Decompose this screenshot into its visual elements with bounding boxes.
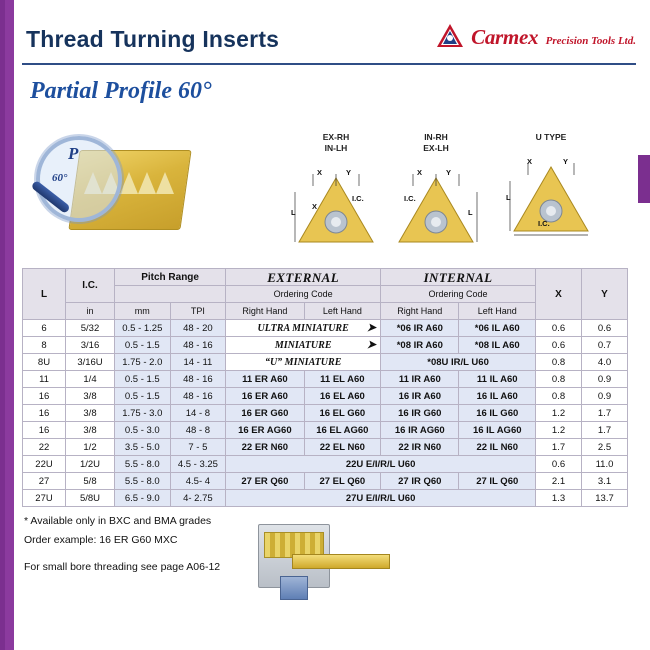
cell-external-rh: 11 ER A60 xyxy=(226,371,304,388)
col-header-ic-unit: in xyxy=(66,303,115,320)
cell-x: 0.6 xyxy=(536,337,582,354)
cell-ic: 1/2 xyxy=(66,439,115,456)
cell-internal-lh: *06 IL A60 xyxy=(459,320,536,337)
diagram-ex-rh-in-lh xyxy=(290,132,382,250)
cell-y: 4.0 xyxy=(582,354,628,371)
cell-external-rh: 16 ER AG60 xyxy=(226,422,304,439)
cell-pitch-tpi: 4.5- 4 xyxy=(170,473,226,490)
cell-ordering-span: 22U E/I/R/L U60 xyxy=(226,456,536,473)
cell-y: 11.0 xyxy=(582,456,628,473)
col-header-external: EXTERNAL xyxy=(226,269,381,286)
profile-letter-label: P xyxy=(68,144,79,163)
col-header-l: L xyxy=(23,269,66,320)
cell-l: 27 xyxy=(23,473,66,490)
cell-y: 0.7 xyxy=(582,337,628,354)
diagram-label-line1: EX-RH xyxy=(322,132,350,142)
dim-label-ic: I.C. xyxy=(404,194,416,203)
cell-x: 2.1 xyxy=(536,473,582,490)
cell-pitch-mm: 0.5 - 1.5 xyxy=(115,388,171,405)
cell-y: 0.6 xyxy=(582,320,628,337)
cell-internal-rh: 11 IR A60 xyxy=(381,371,459,388)
cell-ic: 5/8U xyxy=(66,490,115,507)
cell-internal-lh: 16 IL AG60 xyxy=(459,422,536,439)
diagram-label-line1: IN-RH xyxy=(424,132,448,142)
footnote-small-bore: For small bore threading see page A06-12 xyxy=(24,561,221,573)
cell-external-lh: 27 EL Q60 xyxy=(304,473,381,490)
cell-x: 1.7 xyxy=(536,439,582,456)
cell-ic: 3/8 xyxy=(66,405,115,422)
diagram-label-line2: IN-LH xyxy=(324,143,348,153)
table-row[interactable] xyxy=(23,456,628,473)
cell-external-lh: 16 EL A60 xyxy=(304,388,381,405)
insert-illustration xyxy=(22,132,222,252)
brand-name: Carmex xyxy=(471,24,539,49)
cell-internal-lh: 11 IL A60 xyxy=(459,371,536,388)
group-label-text: ULTRA MINIATURE xyxy=(257,322,349,334)
header-divider xyxy=(22,63,636,65)
col-header-pitch-mm: mm xyxy=(115,303,171,320)
cell-pitch-tpi: 48 - 16 xyxy=(170,371,226,388)
cell-x: 0.8 xyxy=(536,371,582,388)
right-page-tab xyxy=(638,155,650,203)
diagram-shape xyxy=(505,147,597,239)
cell-group-label: MINIATURE ➤ xyxy=(226,337,381,354)
tool-holder-shape xyxy=(280,576,308,600)
cell-internal-span: *08U IR/L U60 xyxy=(381,354,536,371)
dim-label-x: X xyxy=(417,168,423,177)
table-row[interactable] xyxy=(23,388,628,405)
col-header-int-left-hand: Left Hand xyxy=(459,303,536,320)
table-body xyxy=(23,320,628,507)
diagram-label-line1: U TYPE xyxy=(535,132,567,142)
profile-angle-label: 60° xyxy=(52,172,68,184)
cell-ic: 1/4 xyxy=(66,371,115,388)
cell-pitch-tpi: 48 - 16 xyxy=(170,337,226,354)
carmex-logo-icon xyxy=(435,22,465,52)
cell-ic: 3/16 xyxy=(66,337,115,354)
col-header-pitch-spacer xyxy=(115,286,226,303)
brand-subtitle: Precision Tools Ltd. xyxy=(545,34,636,47)
insert-type-diagrams xyxy=(290,132,630,257)
cell-y: 1.7 xyxy=(582,422,628,439)
dim-label-x2: X xyxy=(312,202,318,211)
cell-pitch-mm: 0.5 - 1.5 xyxy=(115,371,171,388)
dim-label-l: L xyxy=(468,208,473,217)
small-bore-illustration xyxy=(250,518,400,608)
table-row[interactable] xyxy=(23,371,628,388)
cell-y: 0.9 xyxy=(582,388,628,405)
col-header-ext-left-hand: Left Hand xyxy=(304,303,381,320)
boring-bar-shape xyxy=(292,554,390,569)
table-row[interactable] xyxy=(23,320,628,337)
cell-pitch-mm: 0.5 - 1.5 xyxy=(115,337,171,354)
cell-ic: 3/8 xyxy=(66,388,115,405)
cell-internal-lh: 16 IL G60 xyxy=(459,405,536,422)
cell-l: 16 xyxy=(23,388,66,405)
cell-internal-rh: 16 IR A60 xyxy=(381,388,459,405)
cell-pitch-mm: 1.75 - 3.0 xyxy=(115,405,171,422)
dim-label-y: Y xyxy=(563,157,569,166)
cell-internal-rh: 16 IR G60 xyxy=(381,405,459,422)
dim-label-l: L xyxy=(291,208,296,217)
page-title: Thread Turning Inserts xyxy=(26,26,280,52)
cell-internal-rh: *06 IR A60 xyxy=(381,320,459,337)
cell-y: 0.9 xyxy=(582,371,628,388)
dim-label-y: Y xyxy=(346,168,352,177)
dim-label-ic: I.C. xyxy=(352,194,364,203)
cell-l: 8 xyxy=(23,337,66,354)
cell-internal-rh: *08 IR A60 xyxy=(381,337,459,354)
section-subtitle: Partial Profile 60° xyxy=(30,78,212,104)
cell-internal-rh: 22 IR N60 xyxy=(381,439,459,456)
table-row[interactable] xyxy=(23,473,628,490)
group-label-text: “U” MINIATURE xyxy=(264,356,342,368)
cell-internal-rh: 16 IR AG60 xyxy=(381,422,459,439)
group-label-text: MINIATURE xyxy=(274,339,332,351)
diagram-label-line2: EX-LH xyxy=(423,143,449,153)
cell-pitch-tpi: 14 - 8 xyxy=(170,405,226,422)
cell-x: 1.2 xyxy=(536,422,582,439)
cell-y: 1.7 xyxy=(582,405,628,422)
footnote-grades: * Available only in BXC and BMA grades xyxy=(24,515,212,527)
cell-ic: 3/16U xyxy=(66,354,115,371)
cell-l: 8U xyxy=(23,354,66,371)
cell-x: 0.6 xyxy=(536,456,582,473)
cell-l: 16 xyxy=(23,422,66,439)
cell-external-lh: 16 EL AG60 xyxy=(304,422,381,439)
cell-pitch-tpi: 48 - 20 xyxy=(170,320,226,337)
cell-l: 16 xyxy=(23,405,66,422)
cell-y: 2.5 xyxy=(582,439,628,456)
cell-internal-lh: 27 IL Q60 xyxy=(459,473,536,490)
cell-pitch-tpi: 7 - 5 xyxy=(170,439,226,456)
table-row[interactable] xyxy=(23,354,628,371)
left-accent-bar xyxy=(0,0,14,650)
cell-internal-lh: 16 IL A60 xyxy=(459,388,536,405)
col-header-internal-ordering: Ordering Code xyxy=(381,286,536,303)
page-header xyxy=(22,22,636,66)
cell-external-rh: 16 ER G60 xyxy=(226,405,304,422)
cell-l: 22U xyxy=(23,456,66,473)
cell-l: 6 xyxy=(23,320,66,337)
cell-x: 0.6 xyxy=(536,320,582,337)
cell-x: 0.8 xyxy=(536,354,582,371)
cell-pitch-mm: 5.5 - 8.0 xyxy=(115,473,171,490)
cell-group-label: ULTRA MINIATURE ➤ xyxy=(226,320,381,337)
cell-l: 11 xyxy=(23,371,66,388)
cell-y: 13.7 xyxy=(582,490,628,507)
cell-pitch-mm: 0.5 - 1.25 xyxy=(115,320,171,337)
cell-y: 3.1 xyxy=(582,473,628,490)
specification-table xyxy=(22,268,628,507)
cell-ic: 5/8 xyxy=(66,473,115,490)
cell-pitch-tpi: 4- 2.75 xyxy=(170,490,226,507)
cell-x: 1.3 xyxy=(536,490,582,507)
cell-ic: 5/32 xyxy=(66,320,115,337)
col-header-internal: INTERNAL xyxy=(381,269,536,286)
cell-l: 22 xyxy=(23,439,66,456)
left-accent-bar-inner xyxy=(5,0,14,650)
cell-pitch-tpi: 4.5 - 3.25 xyxy=(170,456,226,473)
footnote-order-example: Order example: 16 ER G60 MXC xyxy=(24,534,178,546)
dim-label-x: X xyxy=(527,157,533,166)
col-header-pitch-tpi: TPI xyxy=(170,303,226,320)
cell-pitch-mm: 6.5 - 9.0 xyxy=(115,490,171,507)
cell-internal-lh: 22 IL N60 xyxy=(459,439,536,456)
cell-pitch-mm: 0.5 - 3.0 xyxy=(115,422,171,439)
diagram-u-type xyxy=(505,132,597,239)
cell-ordering-span: 27U E/I/R/L U60 xyxy=(226,490,536,507)
brand-logo xyxy=(435,22,636,52)
cell-group-label xyxy=(226,354,381,371)
dim-label-l: L xyxy=(506,193,511,202)
col-header-y: Y xyxy=(582,269,628,320)
cell-external-lh: 16 EL G60 xyxy=(304,405,381,422)
cell-external-rh: 22 ER N60 xyxy=(226,439,304,456)
table-row[interactable] xyxy=(23,490,628,507)
diagram-shape xyxy=(390,158,482,250)
table-head xyxy=(23,269,628,320)
inserts-table xyxy=(22,268,628,507)
table-header-row-1 xyxy=(23,269,628,286)
cell-ic: 3/8 xyxy=(66,422,115,439)
cell-external-rh: 16 ER A60 xyxy=(226,388,304,405)
diagram-shape xyxy=(290,158,382,250)
cell-external-lh: 11 EL A60 xyxy=(304,371,381,388)
cell-ic: 1/2U xyxy=(66,456,115,473)
cell-pitch-tpi: 14 - 11 xyxy=(170,354,226,371)
diagram-in-rh-ex-lh xyxy=(390,132,482,250)
table-row[interactable] xyxy=(23,337,628,354)
cell-external-rh: 27 ER Q60 xyxy=(226,473,304,490)
cell-pitch-mm: 5.5 - 8.0 xyxy=(115,456,171,473)
dim-label-x: X xyxy=(317,168,323,177)
col-header-x: X xyxy=(536,269,582,320)
dim-label-y: Y xyxy=(446,168,452,177)
table-row[interactable] xyxy=(23,422,628,439)
col-header-pitch-range: Pitch Range xyxy=(115,269,226,286)
magnifier-glass-icon xyxy=(36,136,122,222)
cell-pitch-mm: 3.5 - 5.0 xyxy=(115,439,171,456)
cell-x: 0.8 xyxy=(536,388,582,405)
table-row[interactable] xyxy=(23,405,628,422)
col-header-ic: I.C. xyxy=(66,269,115,303)
cell-x: 1.2 xyxy=(536,405,582,422)
cell-internal-rh: 27 IR Q60 xyxy=(381,473,459,490)
cell-pitch-mm: 1.75 - 2.0 xyxy=(115,354,171,371)
col-header-external-ordering: Ordering Code xyxy=(226,286,381,303)
cell-external-lh: 22 EL N60 xyxy=(304,439,381,456)
cell-l: 27U xyxy=(23,490,66,507)
col-header-ext-right-hand: Right Hand xyxy=(226,303,304,320)
dim-label-ic: I.C. xyxy=(538,219,550,228)
table-row[interactable] xyxy=(23,439,628,456)
col-header-int-right-hand: Right Hand xyxy=(381,303,459,320)
cell-pitch-tpi: 48 - 8 xyxy=(170,422,226,439)
cell-internal-lh: *08 IL A60 xyxy=(459,337,536,354)
cell-pitch-tpi: 48 - 16 xyxy=(170,388,226,405)
